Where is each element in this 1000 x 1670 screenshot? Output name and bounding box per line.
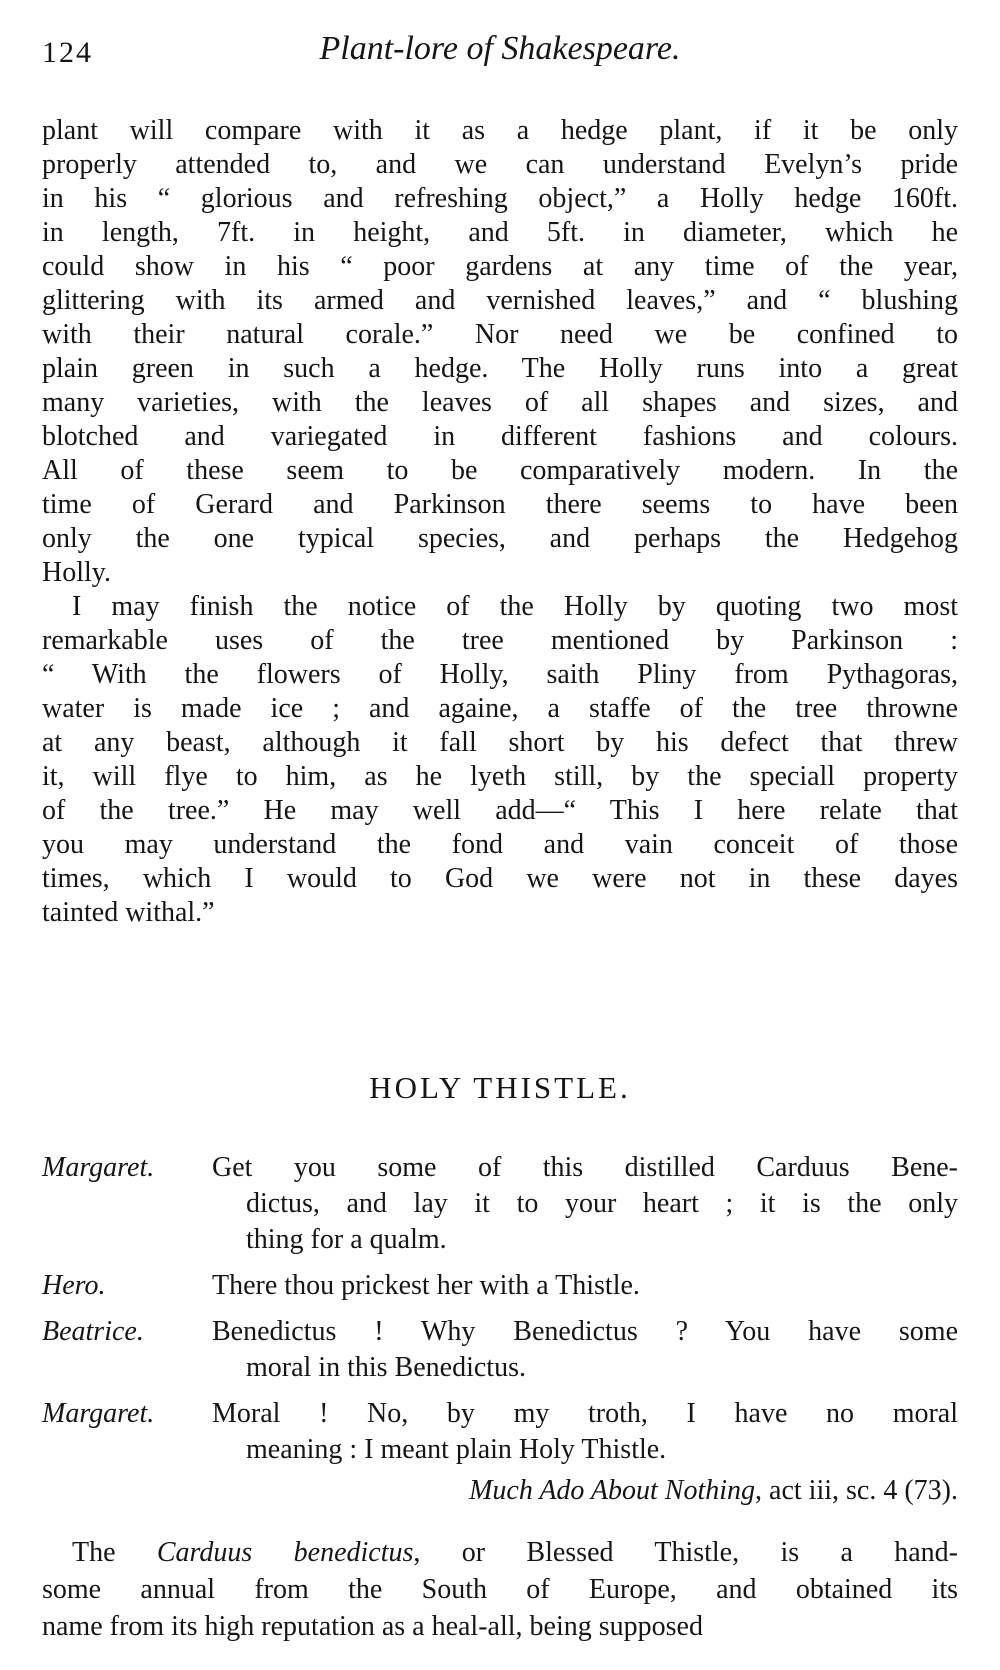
dialogue-line: moral in this Benedictus. [246, 1352, 526, 1383]
paragraph-line: remarkable uses of the tree mentioned by Parkinson : [42, 625, 958, 656]
paragraph-line: tainted withal.” [42, 897, 215, 928]
closing-line1-pre: The [72, 1537, 157, 1568]
closing-line1-post: , or Blessed Thistle, is a hand- [413, 1537, 958, 1568]
paragraph-line: plant will compare with it as a hedge plant, if it be only [42, 115, 958, 146]
dialogue-entry [42, 1150, 958, 1258]
paragraph-line: could show in his “ poor gardens at any time of the year, [42, 251, 958, 282]
paragraph-line: of the tree.” He may well add—“ This I here relate that [42, 795, 958, 826]
paragraph-line: you may understand the fond and vain conceit of those [42, 829, 958, 860]
speaker-name: Beatrice. [42, 1316, 144, 1347]
dialogue-entry [42, 1396, 958, 1468]
dialogue-line: meaning : I meant plain Holy Thistle. [246, 1434, 667, 1465]
paragraph-carduus-benedictus [42, 1534, 958, 1645]
paragraph-line: time of Gerard and Parkinson there seems to have been [42, 489, 958, 520]
paragraph-line: times, which I would to God we were not in these dayes [42, 863, 958, 894]
paragraph-line: “ With the flowers of Holly, saith Pliny from Pythagoras, [42, 659, 958, 690]
play-citation [42, 1472, 958, 1510]
paragraph-line: glittering with its armed and vernished leaves,” and “ blushing [42, 285, 958, 316]
paragraph-line: in length, 7ft. in height, and 5ft. in diameter, which he [42, 217, 958, 248]
paragraph-line [42, 1534, 958, 1571]
paragraph-line: Holly. [42, 557, 111, 588]
paragraph-line: at any beast, although it fall short by his defect that threw [42, 727, 958, 758]
speaker-name: Hero. [42, 1270, 106, 1301]
paragraph-line: some annual from the South of Europe, and obtained its [42, 1574, 958, 1605]
paragraph-line: name from its high reputation as a heal-all, being supposed [42, 1611, 703, 1642]
paragraph-line: only the one typical species, and perhaps the Hedgehog [42, 523, 958, 554]
running-header [42, 30, 958, 80]
dialogue-entry [42, 1314, 958, 1386]
dialogue-block [42, 1150, 958, 1510]
latin-plant-name: Carduus benedictus [156, 1537, 414, 1568]
paragraph-line: plain green in such a hedge. The Holly runs into a great [42, 353, 958, 384]
play-title: Much Ado About Nothing [469, 1475, 756, 1506]
running-title: Plant-lore of Shakespeare. [319, 30, 681, 67]
paragraph-line: properly attended to, and we can understand Evelyn’s pride [42, 149, 958, 180]
dialogue-line: dictus, and lay it to your heart ; it is the only [246, 1188, 958, 1219]
dialogue-line: Moral ! No, by my troth, I have no moral [212, 1398, 958, 1429]
dialogue-text [212, 1268, 958, 1304]
speaker-name: Margaret. [42, 1398, 155, 1429]
dialogue-line: There thou prickest her with a Thistle. [212, 1270, 640, 1301]
paragraph-parkinson-quote [42, 590, 958, 930]
dialogue-line: Benedictus ! Why Benedictus ? You have some [212, 1316, 958, 1347]
dialogue-line: thing for a qualm. [246, 1224, 447, 1255]
paragraph-line: blotched and variegated in different fashions and colours. [42, 421, 958, 452]
paragraph-holly-hedge [42, 114, 958, 590]
paragraph-line: it, will flye to him, as he lyeth still, by the speciall property [42, 761, 958, 792]
paragraph-line: with their natural corale.” Nor need we be confined to [42, 319, 958, 350]
speaker-name: Margaret. [42, 1152, 155, 1183]
paragraph-line: I may finish the notice of the Holly by quoting two most [72, 591, 958, 622]
dialogue-text [212, 1396, 958, 1468]
section-heading: HOLY THISTLE. [369, 1070, 631, 1105]
citation-detail: , act iii, sc. 4 (73). [755, 1475, 958, 1506]
paragraph-line: All of these seem to be comparatively modern. In the [42, 455, 958, 486]
paragraph-line: water is made ice ; and againe, a staffe of the tree throwne [42, 693, 958, 724]
dialogue-line: Get you some of this distilled Carduus Bene- [212, 1152, 958, 1183]
paragraph-line: in his “ glorious and refreshing object,” a Holly hedge 160ft. [42, 183, 958, 214]
page-number: 124 [42, 36, 93, 69]
paragraph-line: many varieties, with the leaves of all shapes and sizes, and [42, 387, 958, 418]
dialogue-text [212, 1314, 958, 1386]
dialogue-entry [42, 1268, 958, 1304]
dialogue-text [212, 1150, 958, 1258]
